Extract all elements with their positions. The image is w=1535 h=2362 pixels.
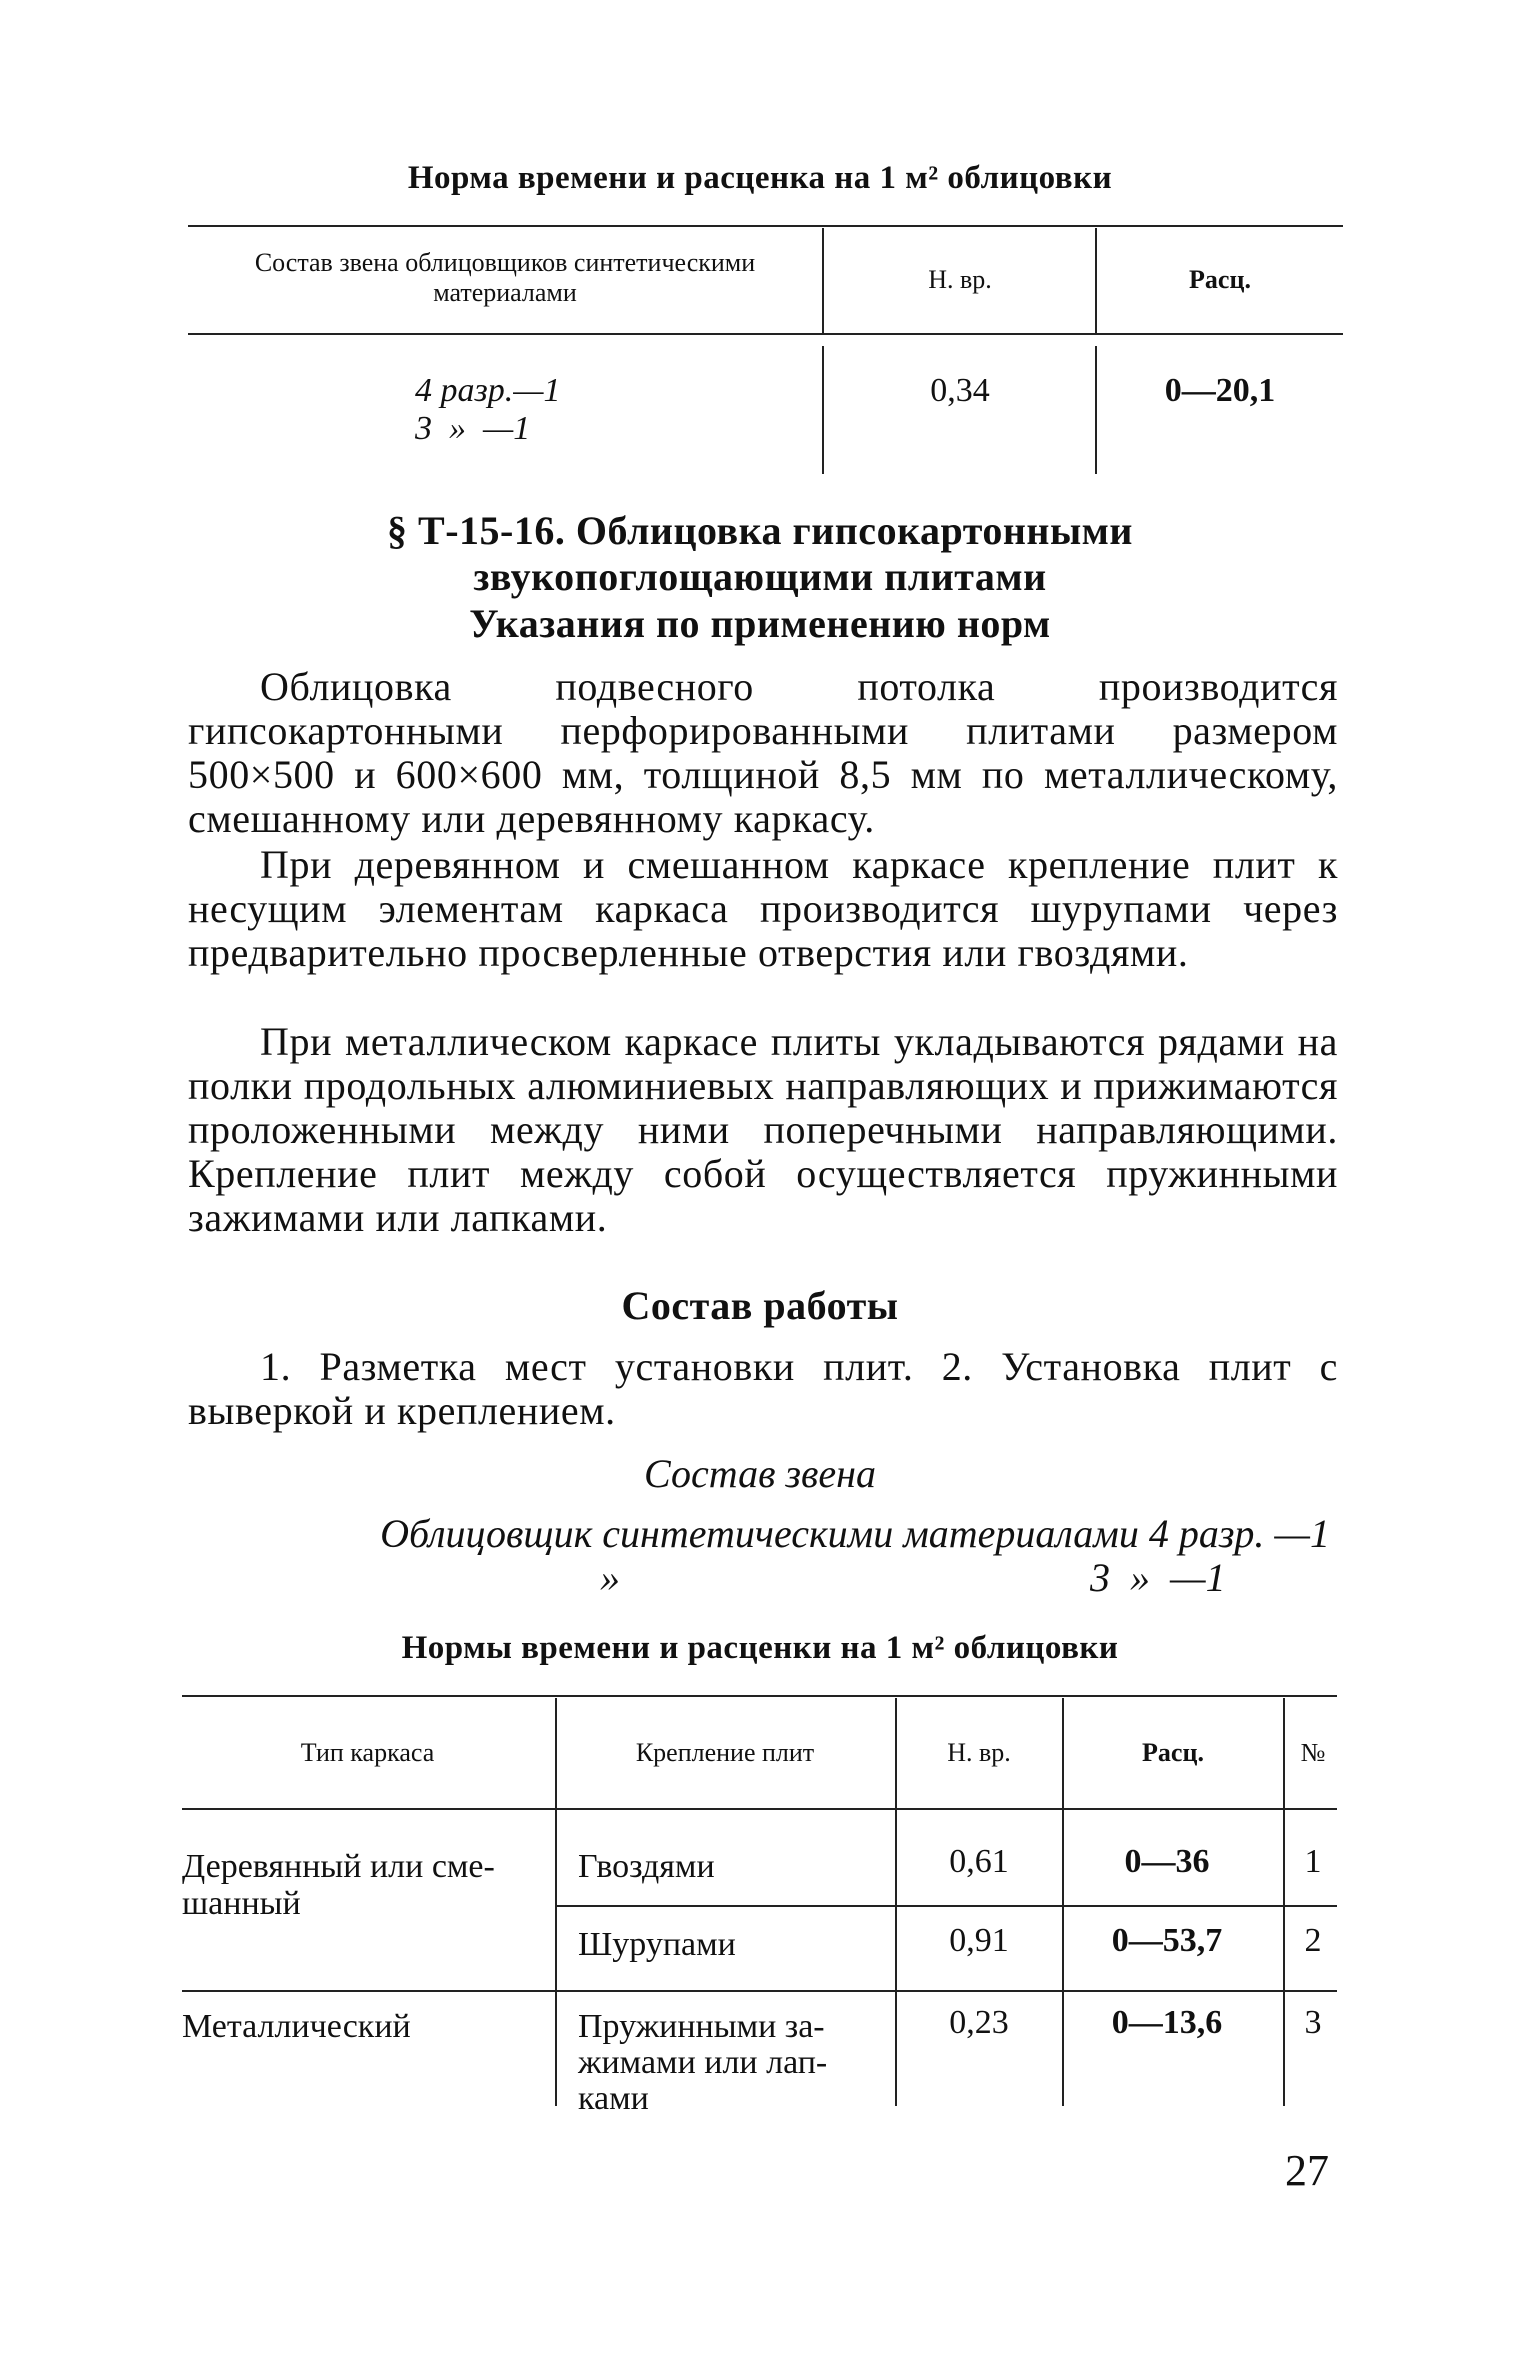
- guidelines-heading: Указания по применению норм: [469, 601, 1051, 646]
- table2-row1-frame-line1: Деревянный или сме-: [182, 1848, 495, 1885]
- table2-col-divider: [895, 1698, 897, 2106]
- table2-row-rule: [555, 1905, 1337, 1907]
- table2-row2-fastening: Шурупами: [578, 1926, 736, 1963]
- table1-composition-line2: 3 » —1: [415, 410, 531, 447]
- table2-row1-rate: 0—36: [1124, 1843, 1210, 1880]
- table1-rate-value: 0—20,1: [1164, 372, 1276, 409]
- table2-header-fastening: Крепление плит: [635, 1738, 815, 1767]
- table1-col-divider: [1095, 346, 1097, 474]
- table2-header-number: №: [1300, 1738, 1326, 1767]
- table2-row3-rate: 0—13,6: [1111, 2004, 1223, 2041]
- table1-header-composition: Состав звена облицовщиков синтетическими материалами: [254, 248, 756, 307]
- table1-header-rule: [188, 333, 1343, 335]
- table2-row3-fastening-line1: Пружинными за-: [578, 2008, 825, 2045]
- table2-row3-number: 3: [1304, 2004, 1322, 2041]
- table1-composition-line1: 4 разр.—1: [415, 372, 561, 409]
- table2-header-rule: [182, 1808, 1337, 1810]
- paragraph-2: При деревянном и смешанном каркасе крепление плит к несущим элементам каркаса производится шурупами через предварительно просверленные отверстия или гвоздями.: [188, 842, 1338, 975]
- table2-col-divider: [1062, 1698, 1064, 2106]
- section-title-line1: § Т-15-16. Облицовка гипсокартонными: [387, 508, 1133, 553]
- table2-header-norm: Н. вр.: [947, 1738, 1011, 1767]
- table2-row1-norm: 0,61: [949, 1843, 1009, 1880]
- crew-heading: Состав звена: [643, 1451, 876, 1496]
- table2-row3-norm: 0,23: [949, 2004, 1009, 2041]
- crew-line2-mark: »: [600, 1555, 620, 1600]
- table2-row1-fastening: Гвоздями: [578, 1848, 715, 1885]
- table2-col-divider: [1283, 1698, 1285, 2106]
- section-title: [180, 508, 1340, 600]
- table2-row1-frame-line2: шанный: [182, 1885, 301, 1922]
- table2-row3-fastening-line3: ками: [578, 2080, 649, 2117]
- table2-header-rate: Расц.: [1142, 1738, 1204, 1767]
- table2-row2-number: 2: [1304, 1922, 1322, 1959]
- table1-caption: Норма времени и расценка на 1 м² облицовки: [407, 160, 1113, 196]
- paragraph-3: При металлическом каркасе плиты укладываются рядами на полки продольных алюминиевых направляющих и прижимаются проложенными между ними поперечными направляющими. Крепление плит между собой осуществляется пружинными зажимами или лапками.: [188, 1019, 1338, 1240]
- table2-caption: Нормы времени и расценки на 1 м² облицовки: [401, 1630, 1119, 1666]
- table1-col-divider: [1095, 228, 1097, 333]
- table2-row2-rate: 0—53,7: [1111, 1922, 1223, 1959]
- table1-header-rate: Расц.: [1189, 265, 1251, 294]
- table1-col-divider: [822, 228, 824, 333]
- table2-row-rule: [182, 1990, 1337, 1992]
- table2-row3-fastening-line2: жимами или лап-: [578, 2044, 828, 2081]
- table1-col-divider: [822, 346, 824, 474]
- table2-row2-norm: 0,91: [949, 1922, 1009, 1959]
- section-title-line2: звукопоглощающими плитами: [473, 554, 1047, 599]
- work-text: 1. Разметка мест установки плит. 2. Установка плит с выверкой и креплением.: [188, 1344, 1338, 1433]
- work-heading: Состав работы: [621, 1283, 899, 1328]
- page-number: 27: [1285, 2146, 1329, 2195]
- table2-col-divider: [555, 1698, 557, 2106]
- paragraph-1: Облицовка подвесного потолка производится гипсокартонными перфорированными плитами размером 500×500 и 600×600 мм, толщиной 8,5 мм по металлическому, смешанному или деревянному каркасу.: [188, 664, 1338, 841]
- table1-header-norm: Н. вр.: [928, 265, 992, 294]
- table2-row3-frame: Металлический: [182, 2008, 411, 2045]
- table1-norm-value: 0,34: [930, 372, 990, 409]
- table1-top-rule: [188, 225, 1343, 227]
- table2-row1-number: 1: [1304, 1843, 1322, 1880]
- crew-line2: 3 » —1: [1090, 1555, 1226, 1600]
- table2-top-rule: [182, 1695, 1337, 1697]
- table2-header-frame: Тип каркаса: [300, 1738, 435, 1767]
- crew-line1: Облицовщик синтетическими материалами 4 разр. —1: [380, 1511, 1330, 1556]
